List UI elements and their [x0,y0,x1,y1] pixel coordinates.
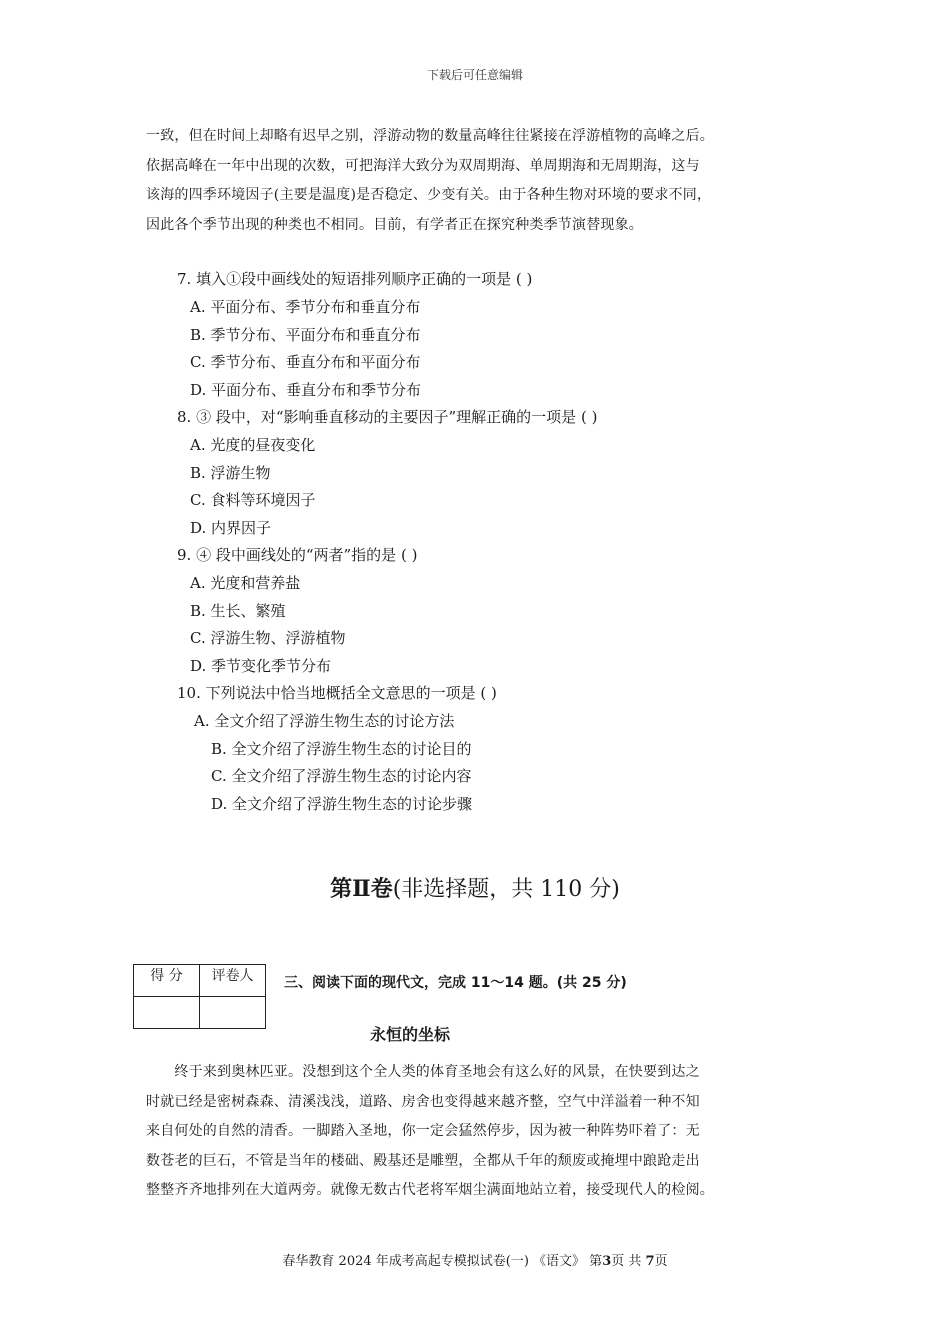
answer-option: C. 季节分布、垂直分布和平面分布 [190,353,421,371]
question-stem: 10. 下列说法中恰当地概括全文意思的一项是 ( ) [177,684,497,702]
answer-option: B. 季节分布、平面分布和垂直分布 [190,326,421,344]
intro-paragraph [146,122,810,240]
text-line: 时就已经是密树森森、清溪浅浅，道路、房舍也变得越来越齐整，空气中洋溢着一种不知 [146,1093,700,1110]
footer-page-number: 3 [602,1254,612,1269]
text-line: 来自何处的自然的清香。一脚踏入圣地，你一定会猛然停步，因为被一种阵势吓着了：无 [146,1123,700,1139]
section-title-rest: (非选择题，共 110 分) [392,877,620,902]
page-footer [0,1250,950,1269]
text-line: 数苍老的巨石，不管是当年的楼础、殿基还是雕塑，全都从千年的颓废或掩埋中踉跄走出 [146,1152,700,1169]
question-stem: 7. 填入①段中画线处的短语排列顺序正确的一项是 ( ) [177,270,533,288]
answer-option: C. 浮游生物、浮游植物 [190,629,346,647]
essay-title [0,1022,820,1045]
answer-option: A. 光度的昼夜变化 [190,436,316,454]
text-line: 一致，但在时间上却略有迟早之别，浮游动物的数量高峰往往紧接在浮游植物的高峰之后。 [146,128,714,144]
score-header: 得 分 [134,965,200,997]
part-instruction: 三、阅读下面的现代文，完成 11～14 题。(共 25 分) [284,975,627,991]
essay-paragraph [146,1058,810,1206]
text-line: 依据高峰在一年中出现的次数，可把海洋大致分为双周期海、单周期海和无周期海，这与 [146,157,700,174]
answer-option: A. 平面分布、季节分布和垂直分布 [190,298,421,316]
answer-option: D. 平面分布、垂直分布和季节分布 [190,381,422,399]
answer-option: C. 食料等环境因子 [190,491,316,509]
footer-mid: 页 共 [611,1254,642,1269]
score-box [133,964,266,1029]
footer-prefix: 春华教育 2024 年成考高起专模拟试卷(一) 《语文》 第 [282,1254,603,1269]
answer-option: D. 全文介绍了浮游生物生态的讨论步骤 [211,795,473,813]
text-line: 整整齐齐地排列在大道两旁。就像无数古代老将军烟尘满面地站立着，接受现代人的检阅。 [146,1182,714,1198]
text-line: 终于来到奥林匹亚。没想到这个全人类的体育圣地会有这么好的风景，在快要到达之 [146,1064,700,1080]
footer-suffix: 页 [654,1254,668,1269]
essay-title-text: 永恒的坐标 [369,1025,450,1044]
answer-option: B. 全文介绍了浮游生物生态的讨论目的 [211,740,472,758]
page-header: 下载后可任意编辑 [426,68,523,82]
text-line: 该海的四季环境因子(主要是温度)是否稳定、少变有关。由于各种生物对环境的要求不同， [146,187,712,203]
section-title-bold: 第Ⅱ卷 [330,876,393,902]
answer-option: D. 内界因子 [190,519,272,537]
answer-option: D. 季节变化季节分布 [190,657,332,675]
question-stem: 8. ③ 段中，对“影响垂直移动的主要因子”理解正确的一项是 ( ) [177,408,598,426]
grader-header: 评卷人 [200,965,266,997]
section-title [0,872,950,903]
answer-option: B. 浮游生物 [190,464,271,482]
answer-option: A. 光度和营养盐 [190,574,301,592]
text-line: 因此各个季节出现的种类也不相同。目前，有学者正在探究种类季节演替现象。 [146,216,643,233]
answer-option: C. 全文介绍了浮游生物生态的讨论内容 [211,767,472,785]
question-stem: 9. ④ 段中画线处的“两者”指的是 ( ) [177,546,418,564]
answer-option: A. 全文介绍了浮游生物生态的讨论方法 [194,712,455,730]
footer-total-pages: 7 [645,1254,655,1269]
answer-option: B. 生长、繁殖 [190,602,286,620]
